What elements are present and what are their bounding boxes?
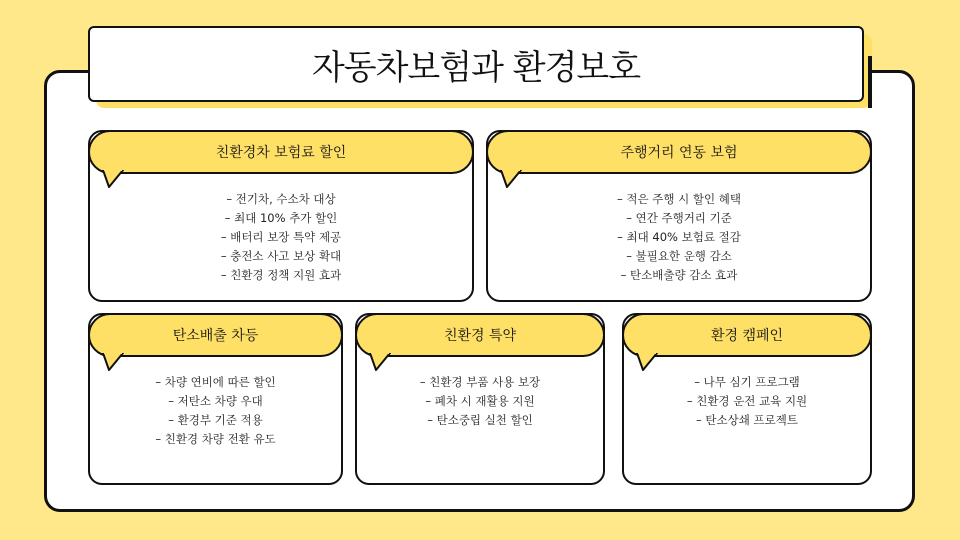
card-item: – 친환경 부품 사용 보장	[419, 375, 541, 389]
card-item: – 저탄소 차량 우대	[168, 394, 263, 408]
card-item: – 최대 10% 추가 할인	[224, 211, 338, 225]
card-heading: 친환경 특약	[443, 328, 517, 344]
card-item: – 탄소상쇄 프로젝트	[696, 413, 798, 427]
card-heading: 탄소배출 차등	[172, 328, 259, 344]
card-item: – 연간 주행거리 기준	[626, 211, 732, 225]
card-items	[624, 373, 870, 430]
card-items	[90, 373, 341, 449]
card-heading-bubble	[622, 313, 872, 357]
card-item: – 불필요한 운행 감소	[626, 249, 732, 263]
card-item: – 배터리 보장 특약 제공	[220, 230, 342, 244]
card-item: – 환경부 기준 적용	[168, 413, 263, 427]
card-items	[488, 190, 870, 285]
card-item: – 전기차, 수소차 대상	[226, 192, 336, 206]
card-item: – 친환경 차량 전환 유도	[155, 432, 276, 446]
card-heading: 환경 캠페인	[710, 328, 784, 344]
card-item: – 친환경 정책 지원 효과	[220, 268, 342, 282]
card-item: – 탄소중립 실천 할인	[427, 413, 533, 427]
title-box	[88, 26, 864, 102]
speech-tail-icon	[636, 353, 658, 371]
card-heading-bubble	[355, 313, 605, 357]
card-item: – 친환경 운전 교육 지원	[686, 394, 808, 408]
speech-tail-icon	[102, 353, 124, 371]
card-item: – 폐차 시 재활용 지원	[425, 394, 535, 408]
card-item: – 최대 40% 보험료 절감	[617, 230, 741, 244]
card-heading-bubble	[486, 130, 872, 174]
speech-tail-icon	[500, 170, 522, 188]
card-item: – 나무 심기 프로그램	[694, 375, 800, 389]
card-mileage-insurance	[486, 130, 872, 302]
card-heading: 주행거리 연동 보험	[620, 145, 738, 161]
card-heading-bubble	[88, 313, 343, 357]
speech-tail-icon	[102, 170, 124, 188]
speech-tail-icon	[369, 353, 391, 371]
card-heading-bubble	[88, 130, 474, 174]
card-carbon-emission	[88, 313, 343, 485]
card-item: – 탄소배출량 감소 효과	[620, 268, 738, 282]
card-item: – 충전소 사고 보상 확대	[220, 249, 342, 263]
card-eco-rider	[355, 313, 605, 485]
card-item: – 적은 주행 시 할인 혜택	[616, 192, 741, 206]
card-items	[357, 373, 603, 430]
card-items	[90, 190, 472, 285]
card-heading: 친환경차 보험료 할인	[215, 145, 347, 161]
card-item: – 차량 연비에 따른 할인	[155, 375, 276, 389]
card-eco-car-discount	[88, 130, 474, 302]
card-eco-campaign	[622, 313, 872, 485]
page-title: 자동차보험과 환경보호	[311, 47, 641, 88]
